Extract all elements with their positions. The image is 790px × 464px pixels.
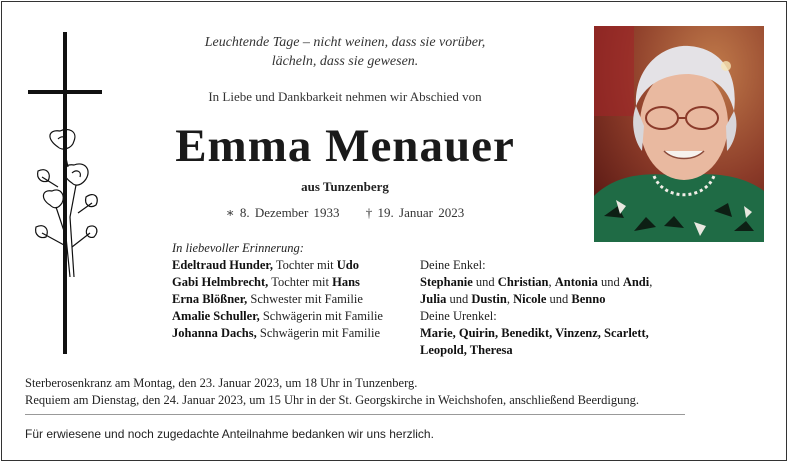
mourner-line <box>172 308 412 325</box>
relation-text: Schwester mit Familie <box>247 292 363 306</box>
deceased-name: Emma Menauer <box>175 120 515 172</box>
grandchildren-list <box>420 274 710 308</box>
origin: aus Tunzenberg <box>301 179 389 194</box>
relation-text: , <box>649 275 653 289</box>
great-grandchildren-line <box>420 342 710 359</box>
name-text: Amalie Schuller, <box>172 309 260 323</box>
birth-date: ∗ 8. Dezember 1933 <box>225 205 340 220</box>
name-text: Marie, Quirin, Benedikt, Vinzenz, Scarlett, <box>420 326 649 340</box>
motto-line-2: lächeln, dass sie gewesen. <box>271 54 419 69</box>
mourners-column <box>172 240 412 342</box>
relation-text: , <box>548 275 555 289</box>
cross-icon <box>26 32 106 357</box>
name-text: Gabi Helmbrecht, <box>172 275 269 289</box>
name-text: Julia <box>420 292 447 306</box>
mourner-line <box>172 257 412 274</box>
great-grandchildren-line <box>420 325 710 342</box>
thanks-text: Für erwiesene und noch zugedachte Anteilnahme bedanken wir uns herzlich. <box>25 427 434 441</box>
relation-text: , <box>506 292 514 306</box>
name-text: Leopold, Theresa <box>420 343 513 357</box>
grandchildren-column <box>420 257 710 359</box>
relation-text: Schwägerin mit Familie <box>259 309 383 323</box>
name-text: Stephanie <box>420 275 473 289</box>
death-date: † 19. Januar 2023 <box>365 205 465 220</box>
relation-text: und <box>446 292 472 306</box>
name-text: Hans <box>332 275 360 289</box>
name-text: Erna Blößner, <box>172 292 248 306</box>
portrait-photo <box>594 26 764 242</box>
relation-text: Schwägerin mit Familie <box>256 326 380 340</box>
life-dates <box>165 205 525 221</box>
great-grandchildren-list <box>420 325 710 359</box>
relation-text: Tochter mit <box>272 258 337 272</box>
roses-icon <box>28 127 104 287</box>
mourners-heading: In liebevoller Erinnerung: <box>172 241 304 255</box>
requiem-info: Requiem am Dienstag, den 24. Januar 2023, um 15 Uhr in der St. Georgskirche in Weichshofen, anschließend Beerdigung. <box>25 393 640 407</box>
relation-text: und <box>472 275 498 289</box>
grandchildren-line <box>420 291 710 308</box>
relation-text: und <box>597 275 623 289</box>
name-text: Christian <box>497 275 549 289</box>
relation-text: und <box>546 292 572 306</box>
motto <box>165 33 525 71</box>
great-grandchildren-heading: Deine Urenkel: <box>420 309 497 323</box>
name-text: Benno <box>571 292 606 306</box>
name-text: Edeltraud Hunder, <box>172 258 273 272</box>
grandchildren-line <box>420 274 710 291</box>
relation-text: Tochter mit <box>268 275 333 289</box>
divider <box>25 414 685 415</box>
mourner-line <box>172 274 412 291</box>
mourner-line <box>172 291 412 308</box>
name-text: Nicole <box>513 292 547 306</box>
name-text: Antonia <box>554 275 598 289</box>
name-text: Johanna Dachs, <box>172 326 257 340</box>
name-text: Andi <box>622 275 650 289</box>
mourners-list <box>172 257 412 342</box>
intro-text: In Liebe und Dankbarkeit nehmen wir Abschied von <box>208 89 482 104</box>
name-text: Udo <box>336 258 359 272</box>
name-text: Dustin <box>471 292 507 306</box>
motto-line-1: Leuchtende Tage – nicht weinen, dass sie vorüber, <box>204 35 486 50</box>
rosary-info: Sterberosenkranz am Montag, den 23. Januar 2023, um 18 Uhr in Tunzenberg. <box>25 376 418 390</box>
mourner-line <box>172 325 412 342</box>
grandchildren-heading: Deine Enkel: <box>420 258 486 272</box>
